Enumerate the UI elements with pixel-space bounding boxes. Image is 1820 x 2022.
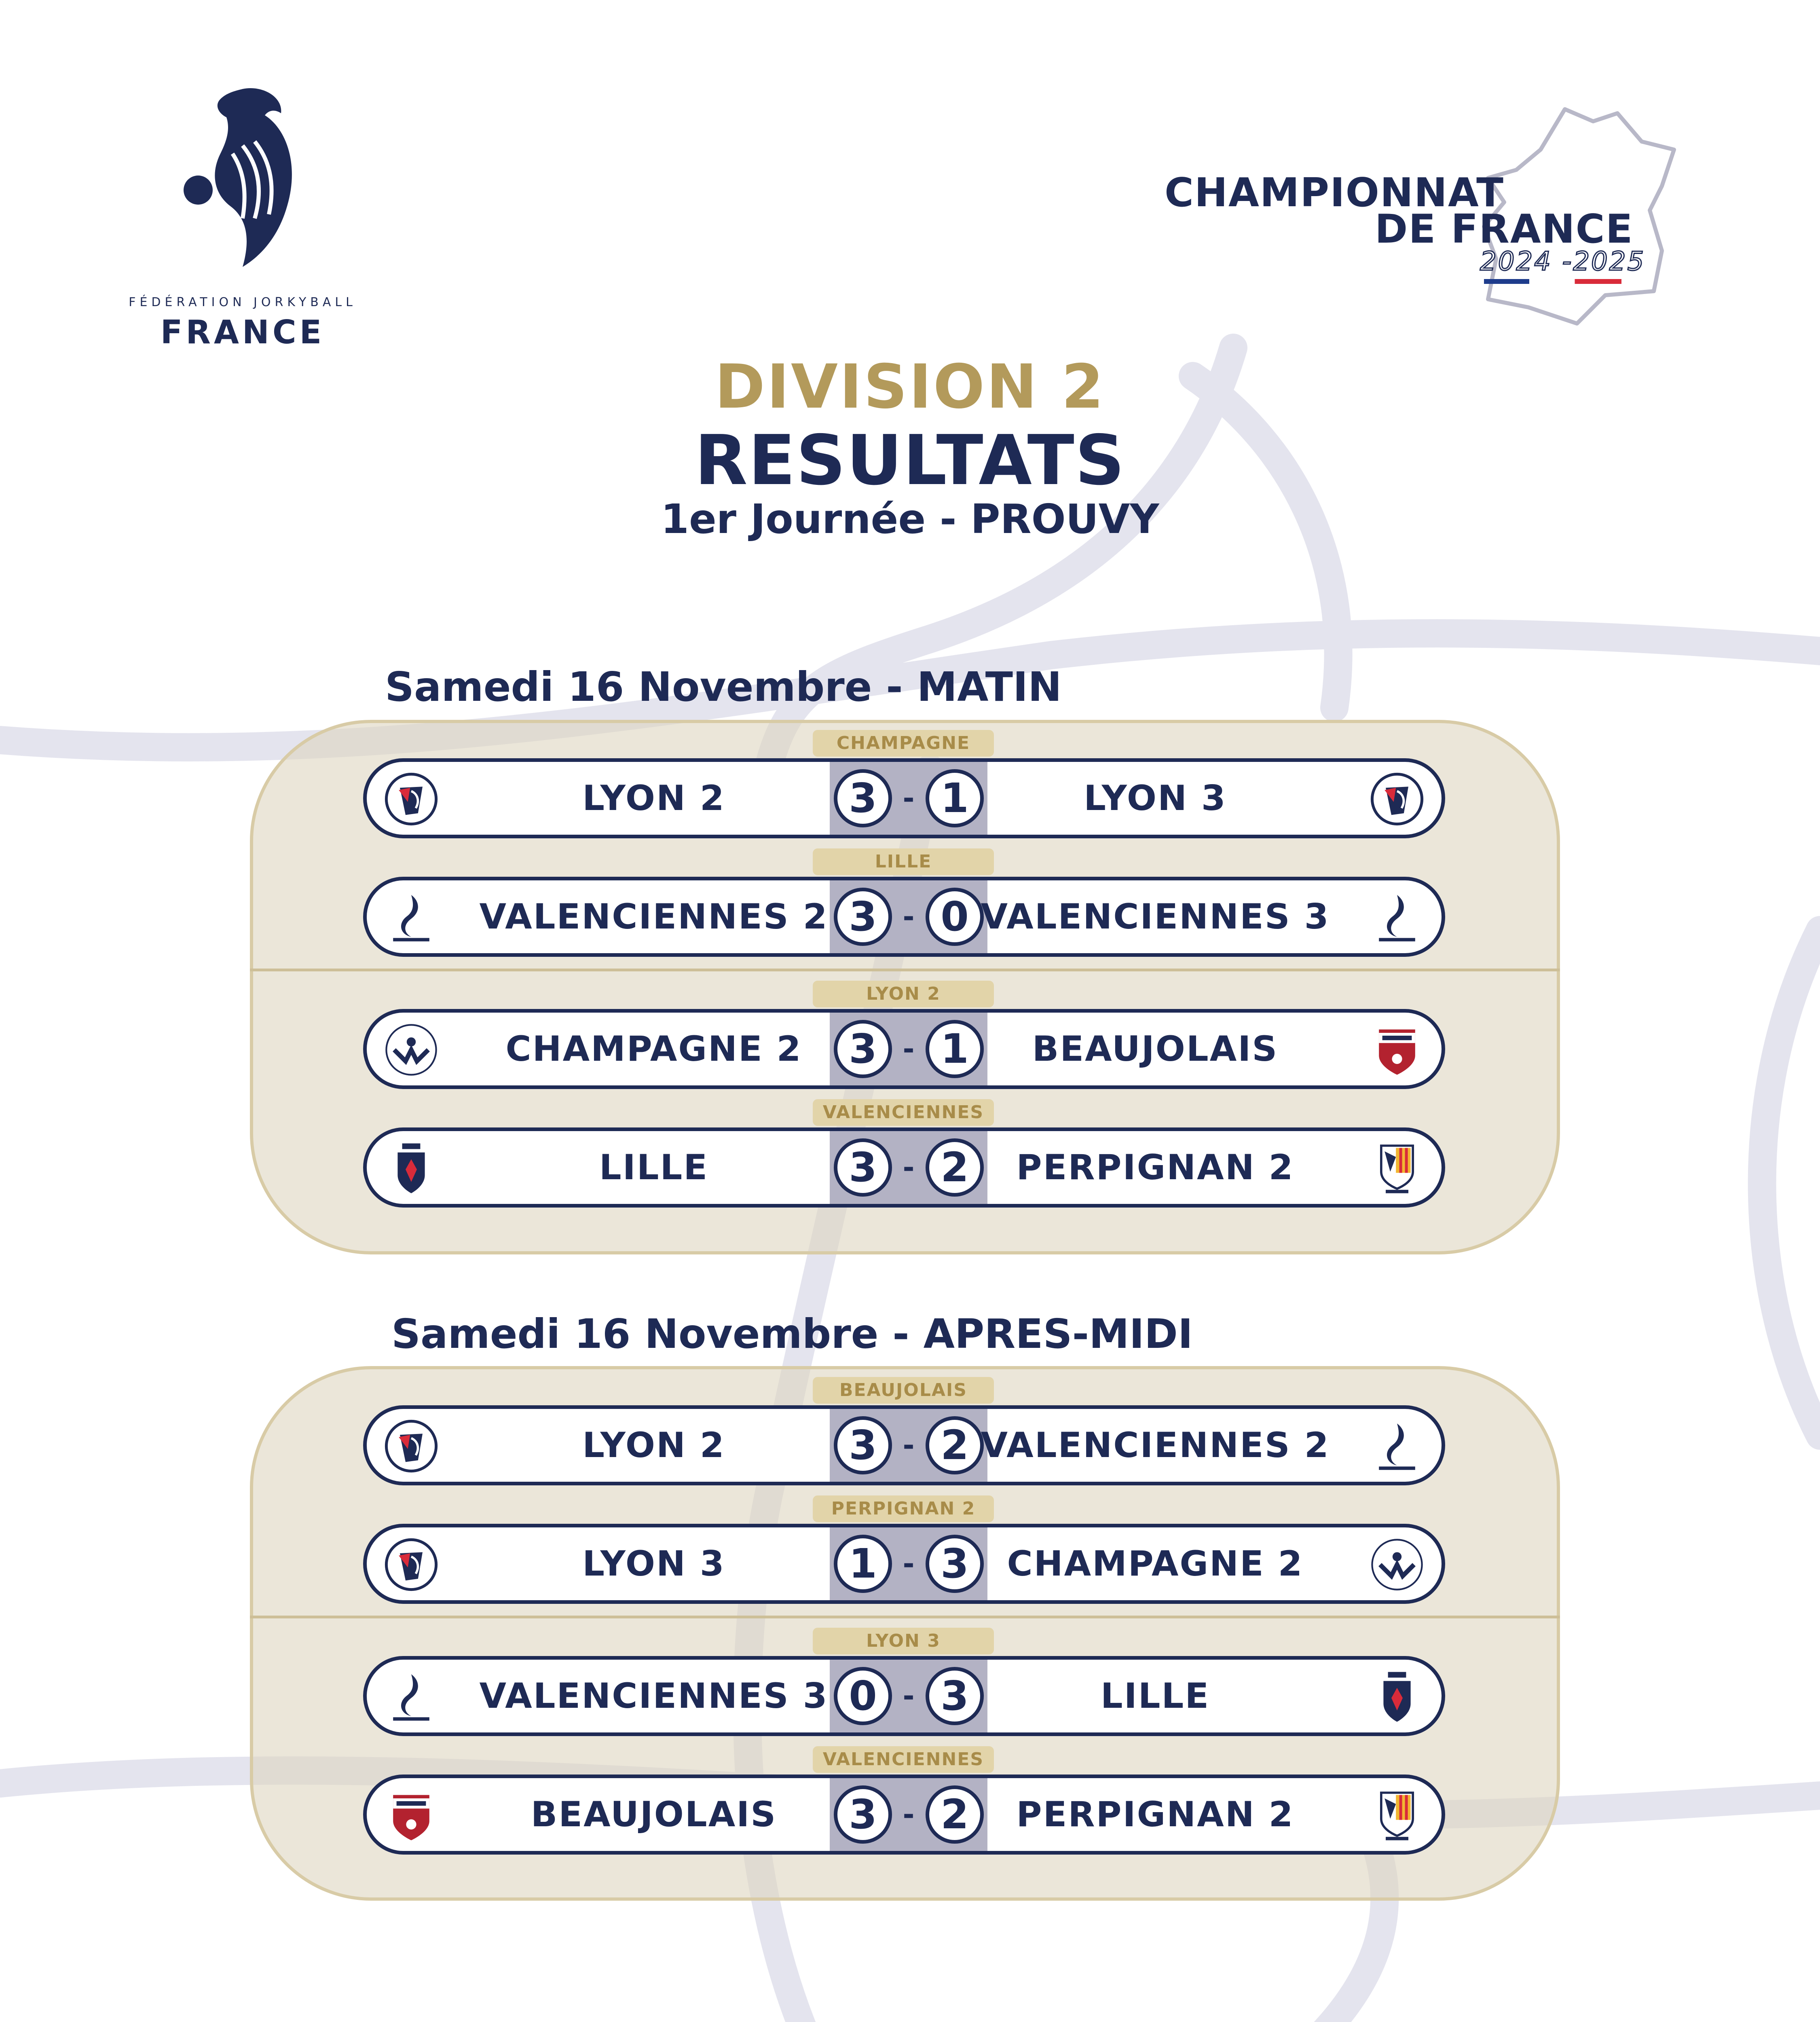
championship-line2: DE FRANCE (1375, 206, 1634, 252)
champagne-logo-icon (1369, 1536, 1425, 1593)
away-score: 3 (926, 1535, 984, 1593)
home-team-name: CHAMPAGNE 2 (505, 1029, 802, 1069)
federation-logo (97, 85, 388, 352)
home-score: 3 (834, 1138, 892, 1197)
home-score: 3 (834, 1416, 892, 1474)
referee-badge: VALENCIENNES (813, 1746, 994, 1773)
score-separator: - (903, 1429, 915, 1462)
match-row (363, 1524, 1445, 1604)
score-separator: - (903, 782, 915, 815)
match-row (363, 1405, 1445, 1485)
away-score: 2 (926, 1138, 984, 1197)
champagne-logo-icon (383, 1022, 440, 1078)
federation-subtitle: FÉDÉRATION JORKYBALL (129, 295, 357, 309)
lille-logo-icon (383, 1140, 440, 1197)
valenciennes-logo-icon (1369, 889, 1425, 946)
away-team-name: LILLE (1100, 1676, 1210, 1716)
home-team-name: LYON 2 (582, 778, 725, 819)
championship-logo (1156, 105, 1698, 332)
lyon-logo-icon (383, 1418, 440, 1474)
home-score: 3 (834, 1020, 892, 1078)
home-team-name: LILLE (599, 1147, 709, 1188)
home-score: 0 (834, 1667, 892, 1725)
away-score: 0 (926, 888, 984, 946)
away-score: 2 (926, 1416, 984, 1474)
session-title-morning: Samedi 16 Novembre - MATIN (385, 663, 1062, 711)
score-separator: - (903, 1547, 915, 1580)
match-row (363, 1656, 1445, 1736)
away-team-name: VALENCIENNES 3 (981, 897, 1330, 937)
score-separator: - (903, 900, 915, 933)
match-row (363, 877, 1445, 957)
away-score: 3 (926, 1667, 984, 1725)
home-score: 1 (834, 1535, 892, 1593)
away-team-name: VALENCIENNES 2 (981, 1425, 1330, 1466)
valenciennes-logo-icon (383, 889, 440, 946)
championship-season: 2024 -2025 (1480, 247, 1646, 277)
home-score: 3 (834, 769, 892, 827)
away-team-name: BEAUJOLAIS (1032, 1029, 1279, 1069)
valenciennes-logo-icon (383, 1669, 440, 1725)
referee-badge: BEAUJOLAIS (813, 1377, 994, 1404)
session-title-afternoon: Samedi 16 Novembre - APRES-MIDI (391, 1310, 1193, 1358)
match-row (363, 758, 1445, 838)
beaujolais-logo-icon (383, 1787, 440, 1844)
valenciennes-logo-icon (1369, 1418, 1425, 1474)
score-separator: - (903, 1032, 915, 1066)
lyon-logo-icon (1369, 771, 1425, 827)
division-title: DIVISION 2 (714, 352, 1106, 422)
away-team-name: PERPIGNAN 2 (1016, 1147, 1294, 1188)
perpignan-logo-icon (1369, 1787, 1425, 1844)
referee-badge: LILLE (813, 848, 994, 875)
results-heading: RESULTATS (694, 421, 1126, 501)
score-separator: - (903, 1798, 915, 1831)
home-team-name: VALENCIENNES 2 (479, 897, 829, 937)
referee-badge: VALENCIENNES (813, 1099, 994, 1126)
rooster-icon (182, 85, 303, 271)
home-score: 3 (834, 1785, 892, 1844)
referee-badge: LYON 2 (813, 981, 994, 1007)
panel-divider (250, 1616, 1560, 1618)
referee-badge: PERPIGNAN 2 (813, 1495, 994, 1522)
away-score: 2 (926, 1785, 984, 1844)
away-score: 1 (926, 769, 984, 827)
score-separator: - (903, 1679, 915, 1713)
match-row (363, 1775, 1445, 1855)
referee-badge: CHAMPAGNE (813, 730, 994, 757)
perpignan-logo-icon (1369, 1140, 1425, 1197)
panel-divider (250, 969, 1560, 971)
federation-name: FRANCE (160, 313, 325, 351)
away-team-name: LYON 3 (1084, 778, 1227, 819)
home-team-name: VALENCIENNES 3 (479, 1676, 829, 1716)
away-team-name: CHAMPAGNE 2 (1007, 1544, 1304, 1584)
lille-logo-icon (1369, 1669, 1425, 1725)
lyon-logo-icon (383, 771, 440, 827)
score-separator: - (903, 1151, 915, 1184)
lyon-logo-icon (383, 1536, 440, 1593)
tricolor-stripe (1484, 279, 1621, 284)
referee-badge: LYON 3 (813, 1628, 994, 1654)
home-score: 3 (834, 888, 892, 946)
match-row (363, 1127, 1445, 1208)
beaujolais-logo-icon (1369, 1022, 1425, 1078)
championship-line1: CHAMPIONNAT (1165, 170, 1505, 216)
matchday-subtitle: 1er Journée - PROUVY (661, 495, 1159, 543)
home-team-name: BEAUJOLAIS (531, 1794, 777, 1835)
home-team-name: LYON 2 (582, 1425, 725, 1466)
away-team-name: PERPIGNAN 2 (1016, 1794, 1294, 1835)
match-row (363, 1009, 1445, 1089)
home-team-name: LYON 3 (582, 1544, 725, 1584)
away-score: 1 (926, 1020, 984, 1078)
